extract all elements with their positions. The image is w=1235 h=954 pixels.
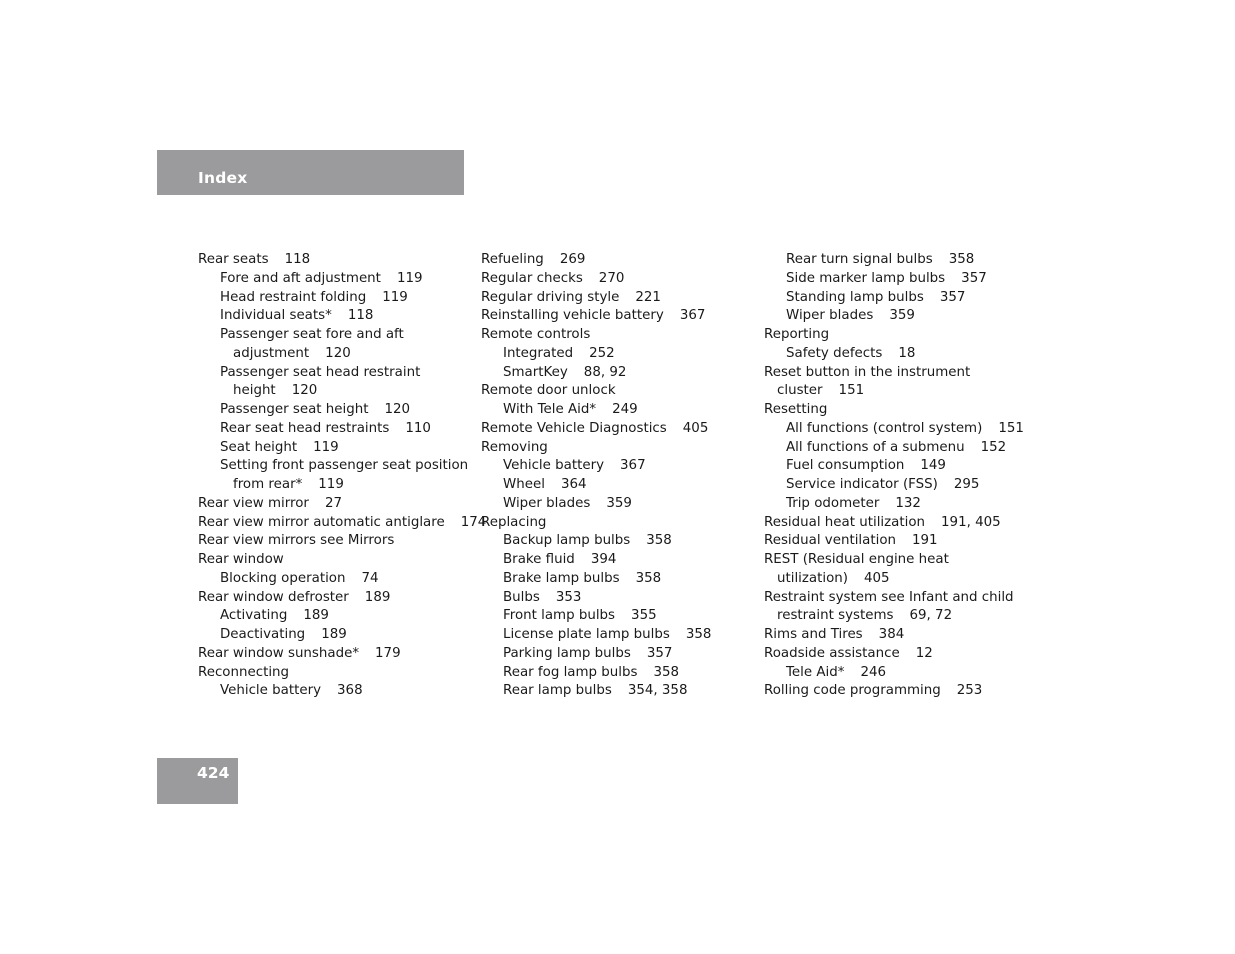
index-term: Rear lamp bulbs [503, 683, 612, 699]
index-subentry [198, 345, 486, 364]
index-page-ref: 152 [980, 439, 1007, 455]
index-term: Bulbs [503, 589, 540, 605]
page-title: Index [198, 169, 248, 187]
index-term: Wiper blades [503, 495, 591, 511]
index-term: Blocking operation [220, 570, 346, 586]
index-entry [198, 664, 486, 683]
index-term: Vehicle battery [220, 683, 322, 699]
index-subentry [764, 476, 1024, 495]
index-term: Regular driving style [481, 289, 620, 305]
index-term: Integrated [503, 345, 574, 361]
index-page-ref: 359 [606, 495, 632, 511]
index-term: Residual heat utilization [764, 514, 926, 530]
index-term: Removing [481, 439, 548, 455]
index-term: Activating [220, 608, 288, 624]
index-term: SmartKey [503, 364, 568, 380]
index-entry [481, 307, 711, 326]
index-term: Rear window defroster [198, 589, 349, 605]
index-term: Front lamp bulbs [503, 608, 616, 624]
index-page-ref: 355 [631, 608, 657, 624]
index-term: Reset button in the instrument [764, 364, 971, 380]
index-term: Wheel [503, 477, 545, 492]
index-page-ref: 357 [961, 270, 987, 286]
index-term: Rear seat head restraints [220, 420, 390, 436]
index-page-ref: 394 [590, 552, 617, 567]
index-term: Rear view mirrors see Mirrors [198, 533, 395, 549]
index-subentry [764, 345, 1024, 364]
index-subentry [481, 401, 711, 420]
index-page-ref: 358 [685, 627, 712, 642]
index-page-ref: 367 [679, 308, 706, 324]
index-entry [198, 551, 486, 570]
index-entry [764, 532, 1024, 551]
index-page-ref: 69, 72 [909, 608, 953, 624]
index-term: Passenger seat head restraint [220, 364, 421, 380]
index-subentry [481, 364, 711, 383]
index-term: Rolling code programming [764, 683, 941, 699]
index-page-ref: 357 [646, 645, 673, 661]
index-page-ref: 110 [405, 420, 431, 436]
index-term: Brake lamp bulbs [503, 570, 620, 586]
index-term: Wiper blades [786, 308, 874, 324]
index-entry [481, 514, 711, 533]
index-term: Fuel consumption [786, 458, 905, 474]
index-term: Residual ventilation [764, 533, 897, 549]
index-subentry [764, 289, 1024, 308]
index-subentry [481, 626, 711, 645]
index-page-ref: 368 [337, 683, 363, 699]
index-subentry [198, 270, 486, 289]
index-term: Setting front passenger seat position [220, 458, 469, 474]
index-page-ref: 119 [313, 439, 339, 455]
index-term: Individual seats* [220, 308, 332, 324]
index-entry [481, 382, 711, 401]
index-page-ref: 149 [920, 458, 946, 474]
index-term: License plate lamp bulbs [503, 627, 670, 642]
index-page-ref: 354, 358 [627, 683, 688, 699]
index-page-ref: 118 [284, 252, 311, 267]
index-subentry [198, 401, 486, 420]
index-entry [481, 251, 711, 270]
index-term: Safety defects [786, 345, 883, 361]
index-column-2 [481, 251, 711, 701]
index-term: Rear window sunshade* [198, 645, 360, 661]
index-page-ref: 221 [635, 289, 661, 305]
page-number-box [157, 758, 238, 804]
index-subentry [198, 607, 486, 626]
index-term: Parking lamp bulbs [503, 645, 631, 661]
index-subentry [764, 664, 1024, 683]
index-entry [764, 645, 1024, 664]
index-page-ref: 151 [998, 420, 1024, 436]
index-subentry [764, 495, 1024, 514]
index-subentry [198, 289, 486, 308]
index-entry [764, 607, 1024, 626]
index-page-ref: 120 [291, 383, 318, 399]
index-page-ref: 179 [375, 645, 401, 661]
index-subentry [198, 626, 486, 645]
index-subentry [481, 607, 711, 626]
index-page-ref: 132 [895, 495, 921, 511]
index-page-ref: 246 [860, 664, 886, 680]
index-term: Service indicator (FSS) [786, 477, 938, 492]
index-term: Refueling [481, 252, 544, 267]
index-entry [481, 439, 711, 458]
index-term: Vehicle battery [503, 458, 605, 474]
index-column-1 [198, 251, 486, 701]
index-page-ref: 358 [635, 570, 662, 586]
index-term: Head restraint folding [220, 289, 367, 305]
index-page-ref: 191, 405 [941, 514, 1001, 530]
index-subentry [481, 476, 711, 495]
index-subentry [481, 495, 711, 514]
index-page-ref: 367 [620, 458, 646, 474]
index-subentry [198, 457, 486, 476]
index-entry [764, 326, 1024, 345]
index-subentry [481, 551, 711, 570]
index-subentry [764, 420, 1024, 439]
index-term: Rims and Tires [764, 627, 863, 642]
index-subentry [764, 307, 1024, 326]
index-term: Passenger seat height [220, 402, 369, 417]
index-term: Rear view mirror automatic antiglare [198, 514, 445, 530]
index-term: Side marker lamp bulbs [786, 270, 946, 286]
index-column-3 [764, 251, 1024, 701]
index-term: utilization) [777, 570, 849, 586]
index-entry [764, 589, 1024, 608]
index-page-ref: 119 [382, 289, 408, 305]
index-term: adjustment [233, 345, 310, 361]
index-page-ref: 189 [303, 608, 329, 624]
index-page-ref: 118 [347, 308, 374, 324]
index-page-ref: 249 [612, 402, 638, 417]
index-term: Replacing [481, 514, 547, 530]
index-term: Passenger seat fore and aft [220, 327, 404, 342]
index-page-ref: 359 [889, 308, 915, 324]
index-term: Regular checks [481, 270, 583, 286]
index-page-ref: 151 [838, 383, 865, 399]
index-subentry [198, 570, 486, 589]
index-subentry [198, 382, 486, 401]
index-page-ref: 189 [321, 627, 347, 642]
index-term: Reporting [764, 327, 830, 342]
index-entry [764, 682, 1024, 701]
index-term: Resetting [764, 402, 828, 417]
index-entry [481, 420, 711, 439]
index-term: Deactivating [220, 627, 306, 642]
index-header-bar [157, 150, 464, 195]
index-term: Brake fluid [503, 552, 575, 567]
index-term: Rear fog lamp bulbs [503, 664, 638, 680]
index-page-ref: 74 [361, 570, 379, 586]
index-page-ref: 189 [364, 589, 391, 605]
index-term: Trip odometer [786, 495, 880, 511]
index-page-ref: 364 [560, 477, 587, 492]
index-term: from rear* [233, 477, 303, 492]
index-term: All functions of a submenu [786, 439, 965, 455]
index-subentry [764, 270, 1024, 289]
index-subentry [481, 532, 711, 551]
index-page-ref: 119 [396, 270, 423, 286]
index-page-ref: 120 [384, 402, 411, 417]
index-term: Reinstalling vehicle battery [481, 308, 664, 324]
index-entry [764, 401, 1024, 420]
index-subentry [198, 364, 486, 383]
index-term: Rear window [198, 552, 284, 567]
index-page-ref: 27 [324, 495, 342, 511]
index-entry [764, 382, 1024, 401]
index-page-ref: 253 [956, 683, 983, 699]
index-entry [764, 626, 1024, 645]
index-entry [764, 364, 1024, 383]
index-subentry [198, 682, 486, 701]
index-term: Remote Vehicle Diagnostics [481, 420, 667, 436]
index-term: Rear turn signal bulbs [786, 252, 933, 267]
index-subentry [198, 307, 486, 326]
index-term: With Tele Aid* [503, 402, 597, 417]
index-page-ref: 18 [898, 345, 916, 361]
index-page-ref: 12 [915, 645, 933, 661]
page-number: 424 [197, 764, 230, 782]
index-page-ref: 384 [878, 627, 905, 642]
index-page-ref: 405 [864, 570, 890, 586]
index-term: cluster [777, 383, 823, 399]
index-entry [481, 326, 711, 345]
index-term: Tele Aid* [786, 664, 845, 680]
index-term: REST (Residual engine heat [764, 552, 949, 567]
index-subentry [198, 326, 486, 345]
index-term: Backup lamp bulbs [503, 533, 631, 549]
index-term: Remote door unlock [481, 383, 616, 399]
index-term: Standing lamp bulbs [786, 289, 924, 305]
index-entry [198, 514, 486, 533]
index-page-ref: 353 [555, 589, 582, 605]
index-subentry [481, 589, 711, 608]
index-subentry [481, 457, 711, 476]
index-entry [481, 270, 711, 289]
index-page-ref: 191 [912, 533, 938, 549]
index-subentry [481, 682, 711, 701]
index-page-ref: 358 [653, 664, 680, 680]
index-term: Remote controls [481, 327, 591, 342]
index-term: Rear view mirror [198, 495, 309, 511]
index-page-ref: 120 [325, 345, 351, 361]
index-term: All functions (control system) [786, 420, 983, 436]
index-page-ref: 88, 92 [583, 364, 627, 380]
index-entry [481, 289, 711, 308]
index-entry [198, 532, 486, 551]
index-subentry [198, 420, 486, 439]
index-subentry [481, 345, 711, 364]
index-page-ref: 357 [939, 289, 966, 305]
index-term: height [233, 383, 276, 399]
index-term: Reconnecting [198, 664, 290, 680]
index-page-ref: 405 [682, 420, 709, 436]
index-page-ref: 252 [589, 345, 615, 361]
index-page-ref: 270 [598, 270, 625, 286]
index-subentry [764, 251, 1024, 270]
index-entry [764, 570, 1024, 589]
index-entry [198, 251, 486, 270]
index-entry [198, 589, 486, 608]
index-term: Seat height [220, 439, 298, 455]
index-term: Fore and aft adjustment [220, 270, 381, 286]
index-page-ref: 358 [948, 252, 975, 267]
index-term: Roadside assistance [764, 645, 900, 661]
index-subentry [481, 570, 711, 589]
index-page-ref: 119 [318, 477, 344, 492]
index-subentry [764, 439, 1024, 458]
index-entry [198, 645, 486, 664]
index-term: Rear seats [198, 252, 269, 267]
index-page-ref: 358 [646, 533, 672, 549]
index-page-ref: 174 [460, 514, 487, 530]
index-subentry [198, 439, 486, 458]
index-subentry [481, 664, 711, 683]
index-subentry [198, 476, 486, 495]
index-subentry [481, 645, 711, 664]
index-entry [764, 514, 1024, 533]
index-page-ref: 269 [559, 252, 586, 267]
index-entry [764, 551, 1024, 570]
index-page-ref: 295 [953, 477, 980, 492]
index-term: Restraint system see Infant and child [764, 589, 1014, 605]
index-entry [198, 495, 486, 514]
index-subentry [764, 457, 1024, 476]
index-term: restraint systems [777, 608, 894, 624]
